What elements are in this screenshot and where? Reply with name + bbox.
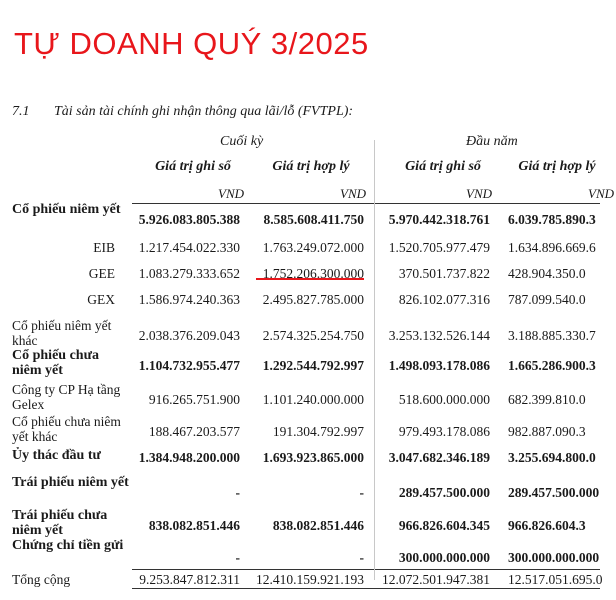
column-header-fair-value-end: Giá trị hợp lý [272,159,350,174]
column-header-fair-value-begin: Giá trị hợp lý [518,159,596,174]
table-cell: 9.253.847.812.311 [139,572,240,587]
table-cell: 966.826.604.3 [508,518,586,533]
table-cell: 5.926.083.805.388 [138,212,240,227]
table-cell: 979.493.178.086 [398,424,490,439]
table-cell: 1.101.240.000.000 [262,392,364,407]
row-label: Ủy thác đầu tư [12,448,101,463]
group-header-end-period: Cuối kỳ [220,134,264,149]
scan-fold-line [374,140,375,580]
column-header-book-value-end: Giá trị ghi sổ [155,159,231,174]
table-cell: - [235,550,240,565]
table-cell: 1.586.974.240.363 [138,292,240,307]
table-cell: - [359,485,364,500]
table-cell: - [359,550,364,565]
table-cell: 982.887.090.3 [508,424,586,439]
table-cell: 1.634.896.669.6 [508,240,596,255]
row-label: EIB [93,240,115,255]
table-cell: 3.255.694.800.0 [508,450,596,465]
table-cell: 1.104.732.955.477 [138,358,240,373]
table-cell: 1.763.249.072.000 [262,240,364,255]
table-cell: 838.082.851.446 [272,518,364,533]
unit-label: VND [218,186,244,201]
unit-label: VND [588,186,614,201]
table-cell: 188.467.203.577 [148,424,240,439]
table-cell: 826.102.077.316 [398,292,490,307]
row-label: Cổ phiếu niêm yết [12,202,121,217]
table-cell: 1.498.093.178.086 [388,358,490,373]
table-cell: 1.083.279.333.652 [138,266,240,281]
section-heading [12,104,353,120]
table-cell: 916.265.751.900 [148,392,240,407]
unit-label: VND [466,186,492,201]
row-label: Cổ phiếu chưa niêm yết [12,348,99,378]
table-cell: 1.384.948.200.000 [138,450,240,465]
table-cell: 787.099.540.0 [508,292,586,307]
table-cell: 1.752.206.300.000 [262,266,364,281]
row-label: Công ty CP Hạ tầng Gelex [12,382,121,412]
total-rule-top [132,569,600,570]
row-label: Chứng chỉ tiền gửi [12,538,124,553]
table-cell: 12.072.501.947.381 [382,572,490,587]
highlight-underline [256,278,364,280]
unit-label: VND [340,186,366,201]
row-label: Tổng cộng [12,572,71,587]
table-cell: 1.292.544.792.997 [262,358,364,373]
table-cell: 12.517.051.695.0 [508,572,603,587]
table-cell: 5.970.442.318.761 [388,212,490,227]
table-cell: 1.693.923.865.000 [262,450,364,465]
column-header-book-value-begin: Giá trị ghi sổ [405,159,481,174]
table-cell: 3.047.682.346.189 [388,450,490,465]
table-cell: 3.188.885.330.7 [508,328,596,343]
table-cell: 3.253.132.526.144 [388,328,490,343]
table-cell: 6.039.785.890.3 [508,212,596,227]
row-label: Cổ phiếu chưa niêm yết khác [12,414,121,444]
table-cell: 289.457.500.000 [398,485,490,500]
total-rule-bottom [132,588,600,589]
table-cell: 1.665.286.900.3 [508,358,596,373]
page-headline: TỰ DOANH QUÝ 3/2025 [14,26,369,61]
table-cell: 428.904.350.0 [508,266,586,281]
table-cell: 838.082.851.446 [148,518,240,533]
section-number: 7.1 [12,104,30,119]
row-label: Trái phiếu niêm yết [12,475,129,490]
section-title: Tài sản tài chính ghi nhận thông qua lãi/lỗ (FVTPL): [54,104,354,119]
table-cell: 191.304.792.997 [272,424,364,439]
row-label: GEE [88,266,115,281]
row-label: GEX [87,292,115,307]
table-cell: 8.585.608.411.750 [263,212,364,227]
table-cell: 370.501.737.822 [398,266,490,281]
row-label: Cổ phiếu niêm yết khác [12,318,112,348]
table-cell: 2.038.376.209.043 [138,328,240,343]
table-cell: 966.826.604.345 [398,518,490,533]
table-cell: 12.410.159.921.193 [256,572,364,587]
table-cell: - [235,485,240,500]
table-cell: 518.600.000.000 [398,392,490,407]
header-rule [132,203,600,204]
group-header-beginning-year: Đầu năm [466,134,518,149]
table-cell: 289.457.500.000 [508,485,600,500]
table-cell: 1.217.454.022.330 [138,240,240,255]
table-cell: 682.399.810.0 [508,392,586,407]
table-cell: 2.574.325.254.750 [262,328,364,343]
table-cell: 1.520.705.977.479 [388,240,490,255]
table-cell: 300.000.000.000 [508,550,600,565]
table-cell: 300.000.000.000 [398,550,490,565]
table-cell: 2.495.827.785.000 [262,292,364,307]
row-label: Trái phiếu chưa niêm yết [12,508,108,538]
